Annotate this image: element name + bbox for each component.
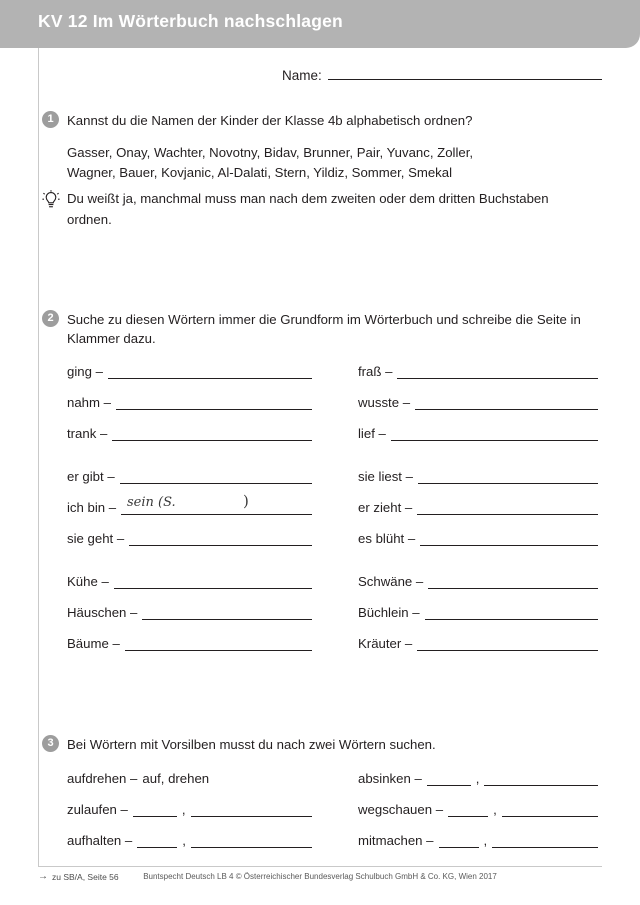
task-3-prompt: Bei Wörtern mit Vorsilben musst du nach zwei Wörtern suchen. [67, 737, 436, 752]
exercise-blank[interactable] [116, 397, 312, 410]
exercise-label: mitmachen – [358, 833, 434, 848]
exercise-blank[interactable] [428, 576, 598, 589]
exercise-blank[interactable] [439, 835, 479, 848]
exercise-row-ichbin [67, 500, 312, 515]
handwritten-answer: sein (S. [127, 495, 176, 510]
comma-separator: , [493, 802, 497, 817]
exercise-blank[interactable] [133, 804, 177, 817]
exercise-label: trank – [67, 426, 108, 441]
exercise-blank[interactable] [502, 804, 598, 817]
exercise-label: zulaufen – [67, 802, 128, 817]
footer-copyright: Buntspecht Deutsch LB 4 © Österreichischer Bundesverlag Schulbuch GmbH & Co. KG, Wien 2017 [143, 872, 497, 881]
exercise-blank[interactable] [448, 804, 488, 817]
exercise-label: Bäume – [67, 636, 120, 651]
comma-separator: , [181, 802, 186, 817]
exercise-label: wegschauen – [358, 802, 444, 817]
exercise-row-siegeht [67, 531, 312, 546]
exercise-blank[interactable] [191, 804, 312, 817]
exercise-blank[interactable] [417, 502, 598, 515]
exercise-blank[interactable] [418, 471, 598, 484]
exercise-row-wusste [358, 395, 598, 410]
exercise-blank[interactable] [142, 607, 312, 620]
exercise-label: Büchlein – [358, 605, 420, 620]
exercise-blank[interactable] [492, 835, 598, 848]
exercise-blank[interactable] [484, 773, 598, 786]
name-label: Name: [282, 68, 322, 83]
lightbulb-icon [42, 190, 60, 210]
vorsilben-row-mitmachen [358, 833, 598, 848]
vorsilben-row-aufdrehen [67, 771, 209, 786]
exercise-blank[interactable] [129, 533, 312, 546]
exercise-row-nahm [67, 395, 312, 410]
task-1-names-line-2: Wagner, Bauer, Kovjanic, Al-Dalati, Stern, Yildiz, Sommer, Smekal [67, 165, 453, 180]
name-input-line[interactable] [328, 66, 602, 80]
vorsilben-row-aufhalten [67, 833, 312, 848]
left-margin-rule [38, 48, 39, 866]
exercise-label: aufdrehen – [67, 771, 138, 786]
task-3-number: 3 [42, 735, 59, 752]
exercise-blank[interactable] [397, 366, 598, 379]
exercise-label: nahm – [67, 395, 111, 410]
exercise-label: ich bin – [67, 500, 117, 515]
exercise-row-baeume [67, 636, 312, 651]
page-title: KV 12 Im Wörterbuch nachschlagen [38, 11, 343, 31]
exercise-label: fraß – [358, 364, 393, 379]
exercise-row-lief [358, 426, 598, 441]
exercise-blank[interactable] [191, 835, 312, 848]
exercise-label: wusste – [358, 395, 411, 410]
exercise-blank[interactable] [415, 397, 598, 410]
task-1-number: 1 [42, 111, 59, 128]
exercise-row-schwaene [358, 574, 598, 589]
vorsilben-row-zulaufen [67, 802, 312, 817]
exercise-blank[interactable] [391, 428, 598, 441]
exercise-label: Kräuter – [358, 636, 413, 651]
exercise-label: sie geht – [67, 531, 125, 546]
exercise-blank[interactable] [120, 471, 312, 484]
exercise-row-frass [358, 364, 598, 379]
exercise-label: lief – [358, 426, 386, 441]
exercise-label: Häuschen – [67, 605, 138, 620]
comma-separator: , [182, 833, 186, 848]
exercise-row-trank [67, 426, 312, 441]
exercise-label: absinken – [358, 771, 422, 786]
exercise-blank[interactable] [425, 607, 598, 620]
exercise-blank[interactable] [112, 428, 312, 441]
exercise-blank[interactable] [137, 835, 177, 848]
exercise-blank[interactable] [108, 366, 312, 379]
arrow-right-icon: → [38, 871, 48, 882]
exercise-label: es blüht – [358, 531, 416, 546]
exercise-row-kraeuter [358, 636, 598, 651]
task-1-prompt: Kannst du die Namen der Kinder der Klasse 4b alphabetisch ordnen? [67, 113, 473, 128]
footer-reference-label: zu SB/A, Seite 56 [52, 872, 119, 882]
exercise-row-haeuschen [67, 605, 312, 620]
tip-text: Du weißt ja, manchmal muss man nach dem zweiten oder dem dritten Buchstaben ordnen. [67, 191, 549, 227]
task-2-number: 2 [42, 310, 59, 327]
task-2-prompt: Suche zu diesen Wörtern immer die Grundform im Wörterbuch und schreibe die Seite in Klammer dazu. [67, 312, 581, 346]
exercise-blank[interactable] [125, 638, 312, 651]
exercise-row-ging [67, 364, 312, 379]
exercise-row-esblueht [358, 531, 598, 546]
exercise-row-ergibt [67, 469, 312, 484]
exercise-row-erzieht [358, 500, 598, 515]
vorsilben-row-absinken [358, 771, 598, 786]
task-1-names-line-1: Gasser, Onay, Wachter, Novotny, Bidav, Brunner, Pair, Yuvanc, Zoller, [67, 145, 474, 160]
exercise-row-kuehe [67, 574, 312, 589]
exercise-blank[interactable] [420, 533, 598, 546]
exercise-row-sieliest [358, 469, 598, 484]
exercise-label: aufhalten – [67, 833, 133, 848]
exercise-label: Kühe – [67, 574, 109, 589]
exercise-label: Schwäne – [358, 574, 424, 589]
exercise-label: er gibt – [67, 469, 115, 484]
vorsilben-row-wegschauen [358, 802, 598, 817]
exercise-blank[interactable] [114, 576, 312, 589]
exercise-answer: auf, drehen [142, 771, 210, 786]
exercise-label: ging – [67, 364, 103, 379]
exercise-label: sie liest – [358, 469, 413, 484]
comma-separator: , [475, 771, 480, 786]
comma-separator: , [483, 833, 488, 848]
exercise-blank[interactable] [427, 773, 471, 786]
handwritten-answer-close: ) [243, 492, 249, 510]
exercise-blank[interactable] [417, 638, 598, 651]
exercise-row-buechlein [358, 605, 598, 620]
exercise-label: er zieht – [358, 500, 413, 515]
footer-divider [38, 866, 602, 867]
name-field-row [282, 66, 602, 83]
